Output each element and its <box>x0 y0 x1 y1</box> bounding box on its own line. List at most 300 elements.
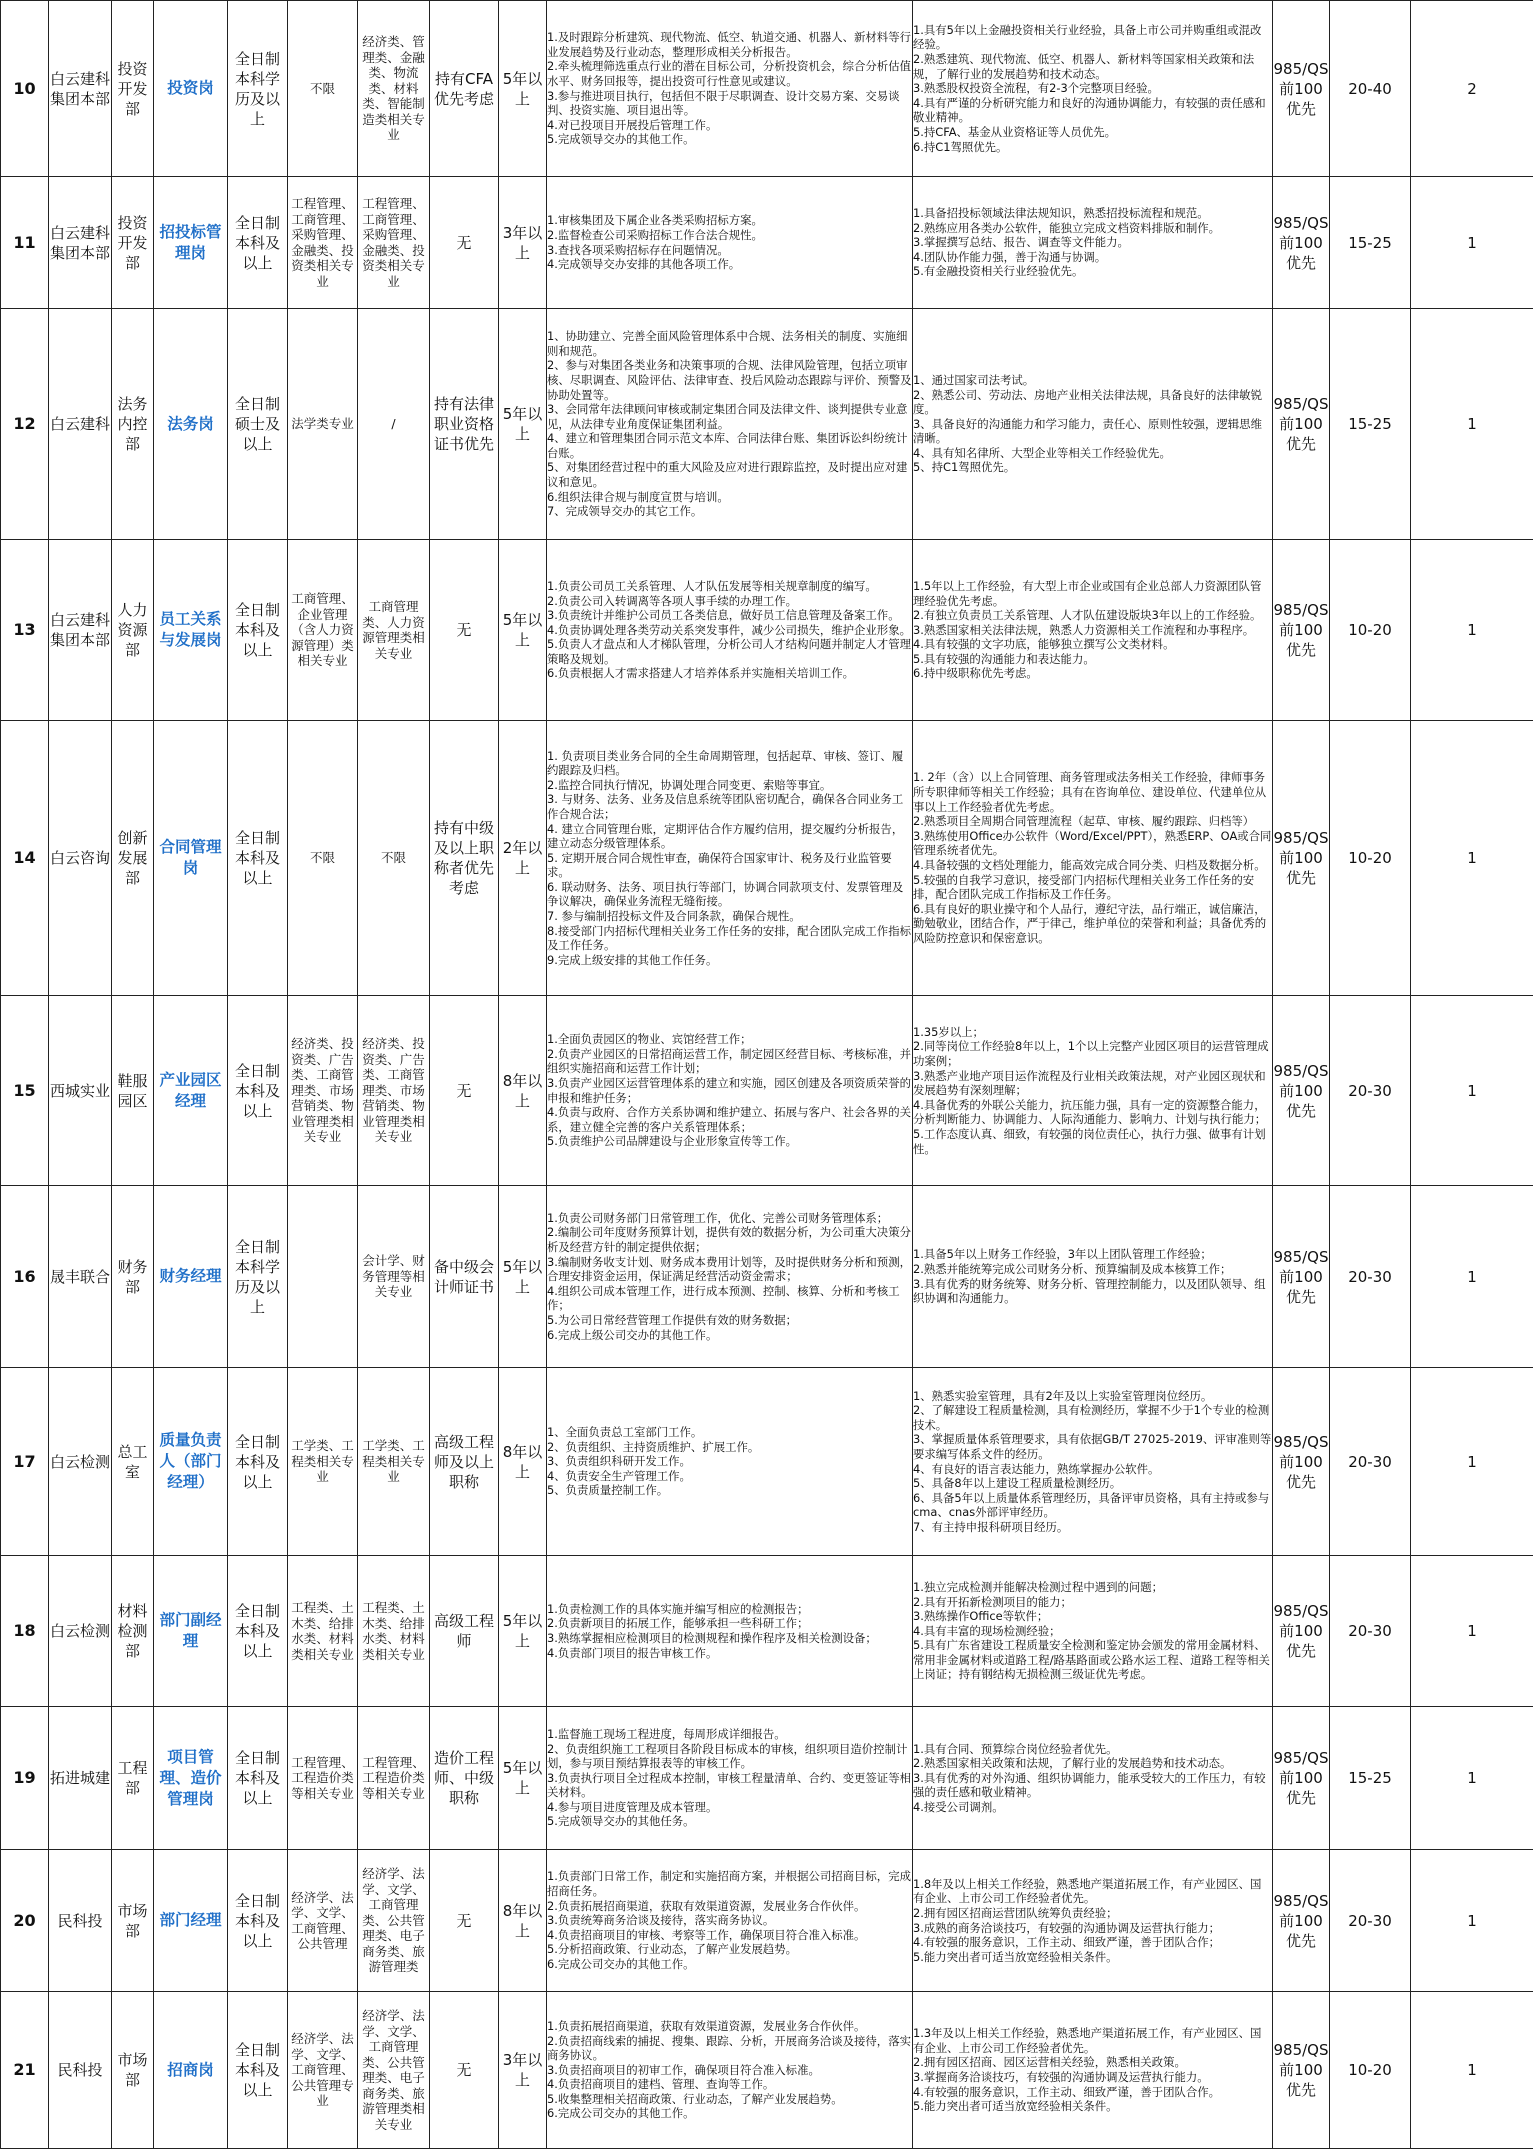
department-cell <box>112 309 154 540</box>
position-cell <box>154 1707 228 1850</box>
salary-text: 20-30 <box>1348 1453 1392 1471</box>
salary-text: 20-40 <box>1348 80 1392 98</box>
major-1-text: 工程类、土木类、给排水类、材料类相关专业 <box>291 1600 354 1662</box>
duties-line: 9.完成上级安排的其他工作任务。 <box>547 953 912 968</box>
requirements-line: 5.有金融投资相关行业经验优先。 <box>913 264 1272 279</box>
major-cell-2 <box>358 1992 430 2149</box>
company-cell <box>49 721 112 996</box>
school-text: 985/QS前100优先 <box>1273 829 1328 887</box>
duties-line: 2、负责组织、主持资质维护、扩展工作。 <box>547 1440 912 1455</box>
department-cell <box>112 177 154 309</box>
requirements-line: 3.熟练操作Office等软件； <box>913 1609 1272 1624</box>
certificate-text: 持有法律职业资格证书优先 <box>434 395 494 453</box>
duties-line: 4.负责招商项目的建档、管理、查询等工作。 <box>547 2077 912 2092</box>
duties-line: 2.牵头梳理筛选重点行业的潜在目标公司，分析投资机会，综合分析估值水平、财务回报等，提出投资可行性意见或建议。 <box>547 59 912 88</box>
position-text: 项目管理、造价管理岗 <box>159 1748 221 1808</box>
duties-line: 6.负责根据人才需求搭建人才培养体系并实施相关培训工作。 <box>547 666 912 681</box>
requirements-line: 3、具备良好的沟通能力和学习能力，责任心、原则性较强，逻辑思维清晰。 <box>913 417 1272 446</box>
requirements-cell <box>913 1992 1273 2149</box>
position-text: 招商岗 <box>167 2061 214 2079</box>
duties-line: 7. 参与编制招投标文件及合同条款，确保合规性。 <box>547 909 912 924</box>
table-row <box>1 309 1533 540</box>
duties-line: 5.完成领导交办的其他任务。 <box>547 1814 912 1829</box>
certificate-text: 无 <box>456 621 471 639</box>
certificate-text: 持有中级及以上职称者优先考虑 <box>434 819 494 897</box>
position-cell <box>154 177 228 309</box>
major-1-text: 工程管理、工程造价类等相关专业 <box>291 1755 354 1801</box>
major-2-text: 经济类、管理类、金融类、物流类、材料类、智能制造类相关专业 <box>362 34 425 142</box>
dept-text: 工程部 <box>117 1759 147 1797</box>
major-cell-1 <box>288 1556 358 1707</box>
requirements-cell <box>913 1186 1273 1368</box>
row-number <box>1 177 49 309</box>
education-text: 全日制本科及以上 <box>235 1433 280 1491</box>
duties-line: 5. 定期开展合同合规性审查，确保符合国家审计、税务及行业监管要求。 <box>547 851 912 880</box>
school-text: 985/QS前100优先 <box>1273 60 1328 118</box>
duties-cell <box>547 1850 913 1992</box>
certificate-text: 无 <box>456 2061 471 2079</box>
education-text: 全日制硕士及以上 <box>235 395 280 453</box>
no-text: 20 <box>13 1911 35 1930</box>
department-cell <box>112 721 154 996</box>
headcount-cell <box>1411 1556 1533 1707</box>
company-text: 白云咨询 <box>50 849 110 867</box>
education-text: 全日制本科及以上 <box>235 829 280 887</box>
requirements-line: 1.35岁以上； <box>913 1025 1272 1040</box>
major-2-text: 工程管理、工商管理、采购管理、金融类、投资类相关专业 <box>362 196 425 289</box>
position-text: 员工关系与发展岗 <box>159 610 221 649</box>
education-text: 全日制本科及以上 <box>235 601 280 659</box>
requirements-line: 4.接受公司调剂。 <box>913 1800 1272 1815</box>
major-cell-2 <box>358 309 430 540</box>
requirements-line: 5、具备8年以上建设工程质量检测经历。 <box>913 1476 1272 1491</box>
duties-line: 2.负责拓展招商渠道，获取有效渠道资源，发展业务合作伙伴。 <box>547 1899 912 1914</box>
company-text: 白云建科集团本部 <box>50 70 110 108</box>
company-text: 晟丰联合 <box>50 1268 110 1286</box>
dept-text: 财务部 <box>117 1258 147 1296</box>
count-text: 1 <box>1467 1622 1477 1640</box>
duties-line: 1.及时跟踪分析建筑、现代物流、低空、轨道交通、机器人、新材料等行业发展趋势及行业动态，整理形成相关分析报告。 <box>547 30 912 59</box>
duties-line: 6. 联动财务、法务、项目执行等部门，协调合同款项支付、发票管理及争议解决，确保业务流程无缝衔接。 <box>547 880 912 909</box>
salary-text: 10-20 <box>1348 849 1392 867</box>
count-text: 1 <box>1467 1268 1477 1286</box>
company-text: 民科投 <box>57 1912 102 1930</box>
no-text: 16 <box>13 1267 35 1286</box>
row-number <box>1 1556 49 1707</box>
school-cell <box>1273 1850 1330 1992</box>
certificate-text: 无 <box>456 234 471 252</box>
requirements-line: 7、有主持申报科研项目经历。 <box>913 1520 1272 1535</box>
position-cell <box>154 1850 228 1992</box>
duties-line: 3、会同常年法律顾问审核或制定集团合同及法律文件、谈判提供专业意见，从法律专业角度保证集团利益。 <box>547 402 912 431</box>
duties-line: 3.查找各项采购招标存在问题情况。 <box>547 243 912 258</box>
headcount-cell <box>1411 1850 1533 1992</box>
headcount-cell <box>1411 1368 1533 1556</box>
experience-cell <box>499 721 547 996</box>
major-cell-2 <box>358 1186 430 1368</box>
department-cell <box>112 1 154 177</box>
requirements-line: 1.8年及以上相关工作经验，熟悉地产渠道拓展工作，有产业园区、国有企业、上市公司工作经验者优先。 <box>913 1877 1272 1906</box>
requirements-line: 1.具有合同、预算综合岗位经验者优先。 <box>913 1742 1272 1757</box>
experience-cell <box>499 540 547 721</box>
salary-text: 15-25 <box>1348 1769 1392 1787</box>
major-1-text: 经济学、法学、文学、工商管理、公共管理 <box>291 1890 354 1952</box>
department-cell <box>112 1992 154 2149</box>
duties-line: 3.负责招商项目的初审工作，确保项目符合准入标准。 <box>547 2063 912 2078</box>
table-row <box>1 1186 1533 1368</box>
no-text: 17 <box>13 1452 35 1471</box>
salary-text: 20-30 <box>1348 1912 1392 1930</box>
requirements-line: 1.5年以上工作经验，有大型上市企业或国有企业总部人力资源团队管理经验优先考虑。 <box>913 579 1272 608</box>
duties-line: 4.负责部门项目的报告审核工作。 <box>547 1646 912 1661</box>
table-row <box>1 177 1533 309</box>
school-cell <box>1273 1992 1330 2149</box>
education-cell <box>228 1368 288 1556</box>
certificate-cell <box>430 721 499 996</box>
requirements-line: 1. 2年（含）以上合同管理、商务管理或法务相关工作经验，律师事务所专职律师等相关工作经验；具有在咨询单位、建设单位、代建单位从事以上工作经验者优先考虑。 <box>913 770 1272 814</box>
salary-text: 20-30 <box>1348 1268 1392 1286</box>
school-cell <box>1273 1707 1330 1850</box>
requirements-line: 3.熟悉股权投资全流程，有2-3个完整项目经验。 <box>913 81 1272 96</box>
position-text: 财务经理 <box>159 1267 221 1285</box>
requirements-line: 2、了解建设工程质量检测，具有检测经历，掌握不少于1个专业的检测技术。 <box>913 1403 1272 1432</box>
duties-line: 6.组织法律合规与制度宣贯与培训。 <box>547 490 912 505</box>
headcount-cell <box>1411 1992 1533 2149</box>
major-1-text: 经济学、法学、文学、工商管理、公共管理专业 <box>291 2031 354 2108</box>
duties-line: 2.负责新项目的拓展工作，能够承担一些科研工作； <box>547 1616 912 1631</box>
experience-cell <box>499 1368 547 1556</box>
requirements-line: 2.同等岗位工作经验8年以上，1个以上完整产业园区项目的运营管理成功案例； <box>913 1039 1272 1068</box>
experience-text: 5年以上 <box>503 611 543 649</box>
experience-text: 5年以上 <box>503 1759 543 1797</box>
count-text: 1 <box>1467 234 1477 252</box>
requirements-line: 4、有良好的语言表达能力，熟练掌握办公软件。 <box>913 1462 1272 1477</box>
row-number <box>1 1 49 177</box>
major-1-text: 工程管理、工商管理、采购管理、金融类、投资类相关专业 <box>291 196 354 289</box>
major-cell-1 <box>288 1 358 177</box>
row-number <box>1 1368 49 1556</box>
school-text: 985/QS前100优先 <box>1273 601 1328 659</box>
position-text: 招投标管理岗 <box>159 223 221 262</box>
table-row <box>1 1850 1533 1992</box>
duties-line: 6.完成上级公司交办的其他工作。 <box>547 1328 912 1343</box>
certificate-text: 无 <box>456 1912 471 1930</box>
duties-line: 5、负责质量控制工作。 <box>547 1483 912 1498</box>
table-row <box>1 1707 1533 1850</box>
duties-line: 3.负责统筹商务洽谈及接待，落实商务协议。 <box>547 1913 912 1928</box>
education-text: 全日制本科学历及以上 <box>235 1238 280 1316</box>
major-2-text: 工程类、土木类、给排水类、材料类相关专业 <box>362 1600 425 1662</box>
certificate-cell <box>430 1368 499 1556</box>
no-text: 14 <box>13 848 35 867</box>
school-text: 985/QS前100优先 <box>1273 1602 1328 1660</box>
dept-text: 创新发展部 <box>117 829 147 887</box>
education-cell <box>228 1707 288 1850</box>
headcount-cell <box>1411 996 1533 1186</box>
dept-text: 市场部 <box>117 1902 147 1940</box>
salary-cell <box>1330 177 1411 309</box>
position-cell <box>154 309 228 540</box>
major-2-text: 工商管理类、人力资源管理类相关专业 <box>362 599 425 661</box>
requirements-line: 2.熟悉建筑、现代物流、低空、机器人、新材料等国家相关政策和法规，了解行业的发展趋势和技术动态。 <box>913 52 1272 81</box>
major-2-text: 会计学、财务管理等相关专业 <box>362 1253 425 1299</box>
requirements-line: 5.具有广东省建设工程质量安全检测和鉴定协会颁发的常用金属材料、常用非金属材料或道路工程/路基路面或公路水运工程、道路工程等相关上岗证；持有钢结构无损检测三级证优先考虑。 <box>913 1638 1272 1682</box>
row-number <box>1 1186 49 1368</box>
duties-line: 5.分析招商政策、行业动态，了解产业发展趋势。 <box>547 1942 912 1957</box>
count-text: 1 <box>1467 1082 1477 1100</box>
department-cell <box>112 1368 154 1556</box>
requirements-line: 3.具有优秀的财务统筹、财务分析、管理控制能力，以及团队领导、组织协调和沟通能力。 <box>913 1277 1272 1306</box>
certificate-cell <box>430 309 499 540</box>
experience-text: 5年以上 <box>503 1612 543 1650</box>
requirements-line: 1.具备5年以上财务工作经验，3年以上团队管理工作经验； <box>913 1247 1272 1262</box>
certificate-cell <box>430 1556 499 1707</box>
experience-text: 8年以上 <box>503 1072 543 1110</box>
duties-line: 3、负责组织科研开发工作。 <box>547 1454 912 1469</box>
duties-line: 2.负责招商线索的捕捉、搜集、跟踪、分析，开展商务洽谈及接待，落实商务协议。 <box>547 2034 912 2063</box>
experience-text: 8年以上 <box>503 1902 543 1940</box>
school-text: 985/QS前100优先 <box>1273 1062 1328 1120</box>
requirements-line: 1.独立完成检测并能解决检测过程中遇到的问题； <box>913 1580 1272 1595</box>
school-cell <box>1273 721 1330 996</box>
requirements-line: 4.有较强的服务意识，工作主动、细致严谨，善于团队合作； <box>913 1935 1272 1950</box>
education-text: 全日制本科及以上 <box>235 1062 280 1120</box>
duties-line: 4.负责协调处理各类劳动关系突发事件，减少公司损失，维护企业形象。 <box>547 623 912 638</box>
headcount-cell <box>1411 1186 1533 1368</box>
requirements-line: 2.熟悉项目全周期合同管理流程（起草、审核、履约跟踪、归档等） <box>913 814 1272 829</box>
duties-line: 4.对已投项目开展投后管理工作。 <box>547 118 912 133</box>
certificate-cell <box>430 540 499 721</box>
experience-cell <box>499 1992 547 2149</box>
requirements-line: 1.具备招投标领域法律法规知识，熟悉招投标流程和规范。 <box>913 206 1272 221</box>
major-cell-1 <box>288 996 358 1186</box>
major-cell-2 <box>358 1 430 177</box>
duties-line: 5.为公司日常经营管理工作提供有效的财务数据； <box>547 1313 912 1328</box>
duties-line: 1.审核集团及下属企业各类采购招标方案。 <box>547 213 912 228</box>
count-text: 2 <box>1467 80 1477 98</box>
certificate-text: 高级工程师 <box>434 1612 494 1650</box>
requirements-line: 3.具有优秀的对外沟通、组织协调能力，能承受较大的工作压力，有较强的责任感和敬业精神。 <box>913 1771 1272 1800</box>
company-text: 白云建科集团本部 <box>50 224 110 262</box>
no-text: 19 <box>13 1768 35 1787</box>
company-cell <box>49 540 112 721</box>
duties-line: 7、完成领导交办的其它工作。 <box>547 504 912 519</box>
duties-line: 1、协助建立、完善全面风险管理体系中合规、法务相关的制度、实施细则和规范。 <box>547 329 912 358</box>
duties-line: 3.负责产业园区运营管理体系的建立和实施，园区创建及各项资质荣誉的申报和维护任务； <box>547 1076 912 1105</box>
requirements-cell <box>913 177 1273 309</box>
experience-text: 8年以上 <box>503 1443 543 1481</box>
company-text: 民科投 <box>57 2061 102 2079</box>
count-text: 1 <box>1467 1453 1477 1471</box>
requirements-cell <box>913 1850 1273 1992</box>
position-cell <box>154 1556 228 1707</box>
experience-cell <box>499 1186 547 1368</box>
row-number <box>1 721 49 996</box>
requirements-line: 1、熟悉实验室管理，具有2年及以上实验室管理岗位经历。 <box>913 1389 1272 1404</box>
row-number <box>1 996 49 1186</box>
dept-text: 投资开发部 <box>117 60 147 118</box>
salary-cell <box>1330 540 1411 721</box>
school-text: 985/QS前100优先 <box>1273 214 1328 272</box>
duties-line: 4. 建立合同管理台账，定期评估合作方履约信用，提交履约分析报告，建立动态分级管理体系。 <box>547 822 912 851</box>
requirements-line: 3.掌握商务洽谈技巧，有较强的沟通协调及运营执行能力。 <box>913 2070 1272 2085</box>
requirements-line: 1、通过国家司法考试。 <box>913 373 1272 388</box>
school-cell <box>1273 1368 1330 1556</box>
major-1-text: 法学类专业 <box>291 416 354 431</box>
position-cell <box>154 1368 228 1556</box>
major-cell-1 <box>288 1992 358 2149</box>
major-2-text: 经济学、法学、文学、工商管理类、公共管理类、电子商务类、旅游管理类相关专业 <box>362 2008 425 2132</box>
certificate-cell <box>430 1707 499 1850</box>
row-number <box>1 1992 49 2149</box>
requirements-line: 3.掌握撰写总结、报告、调查等文件能力。 <box>913 235 1272 250</box>
education-text: 全日制本科及以上 <box>235 214 280 272</box>
requirements-line: 2.有独立负责员工关系管理、人才队伍建设版块3年以上的工作经验。 <box>913 608 1272 623</box>
duties-line: 4.负责招商项目的审核、考察等工作，确保项目符合准入标准。 <box>547 1928 912 1943</box>
position-cell <box>154 1992 228 2149</box>
requirements-line: 2.熟悉并能统筹完成公司财务分析、预算编制及成本核算工作； <box>913 1262 1272 1277</box>
company-text: 拓进城建 <box>50 1769 110 1787</box>
school-cell <box>1273 540 1330 721</box>
duties-cell <box>547 1 913 177</box>
duties-line: 6.完成公司交办的其他工作。 <box>547 2106 912 2121</box>
major-cell-2 <box>358 540 430 721</box>
certificate-cell <box>430 1 499 177</box>
no-text: 10 <box>13 79 35 98</box>
experience-cell <box>499 309 547 540</box>
count-text: 1 <box>1467 2061 1477 2079</box>
experience-cell <box>499 1 547 177</box>
school-cell <box>1273 996 1330 1186</box>
major-2-text: 经济类、投资类、广告类、工商管理类、市场营销类、物业管理类相关专业 <box>362 1036 425 1144</box>
duties-line: 2.编制公司年度财务预算计划，提供有效的数据分析，为公司重大决策分析及经营方针的制定提供依据； <box>547 1225 912 1254</box>
major-1-text: 工商管理、企业管理（含人力资源管理）类相关专业 <box>291 591 354 668</box>
duties-line: 3.编制财务收支计划、财务成本费用计划等，及时提供财务分析和预测，合理安排资金运用，保证满足经营活动资金需求； <box>547 1255 912 1284</box>
salary-cell <box>1330 1186 1411 1368</box>
dept-text: 市场部 <box>117 2051 147 2089</box>
requirements-cell <box>913 1707 1273 1850</box>
requirements-line: 4.具有丰富的现场检测经验； <box>913 1624 1272 1639</box>
salary-cell <box>1330 1707 1411 1850</box>
salary-text: 20-30 <box>1348 1082 1392 1100</box>
school-text: 985/QS前100优先 <box>1273 1892 1328 1950</box>
major-cell-2 <box>358 996 430 1186</box>
certificate-text: 无 <box>456 1082 471 1100</box>
major-1-text: 不限 <box>310 81 335 96</box>
requirements-line: 5.工作态度认真、细致，有较强的岗位责任心，执行力强、做事有计划性。 <box>913 1127 1272 1156</box>
requirements-line: 4、具有知名律所、大型企业等相关工作经验优先。 <box>913 446 1272 461</box>
experience-cell <box>499 177 547 309</box>
duties-line: 3. 与财务、法务、业务及信息系统等团队密切配合，确保各合同业务工作合规合法； <box>547 792 912 821</box>
row-number <box>1 1850 49 1992</box>
duties-line: 5.负责人才盘点和人才梯队管理，分析公司人才结构问题并制定人才管理策略及规划。 <box>547 637 912 666</box>
duties-cell <box>547 309 913 540</box>
school-text: 985/QS前100优先 <box>1273 2041 1328 2099</box>
position-text: 部门经理 <box>159 1911 221 1929</box>
experience-cell <box>499 1556 547 1707</box>
duties-line: 4.参与项目进度管理及成本管理。 <box>547 1800 912 1815</box>
position-cell <box>154 996 228 1186</box>
requirements-line: 2.具有开拓新检测项目的能力； <box>913 1595 1272 1610</box>
no-text: 18 <box>13 1621 35 1640</box>
major-2-text: 不限 <box>381 850 406 865</box>
experience-text: 3年以上 <box>503 2051 543 2089</box>
requirements-line: 3.成熟的商务洽谈技巧，有较强的沟通协调及运营执行能力； <box>913 1921 1272 1936</box>
major-cell-1 <box>288 1707 358 1850</box>
duties-line: 2、负责组织施工工程项目各阶段目标成本的审核，组织项目造价控制计划，参与项目预结算报表等的审核工作。 <box>547 1742 912 1771</box>
count-text: 1 <box>1467 415 1477 433</box>
count-text: 1 <box>1467 1769 1477 1787</box>
experience-text: 5年以上 <box>503 1258 543 1296</box>
no-text: 21 <box>13 2060 35 2079</box>
duties-line: 2.监督检查公司采购招标工作合法合规性。 <box>547 228 912 243</box>
duties-line: 1.负责拓展招商渠道，获取有效渠道资源，发展业务合作伙伴。 <box>547 2019 912 2034</box>
requirements-line: 3.熟悉国家相关法律法规，熟悉人力资源相关工作流程和办事程序。 <box>913 623 1272 638</box>
duties-line: 5、对集团经营过程中的重大风险及应对进行跟踪监控，及时提出应对建议和意见。 <box>547 460 912 489</box>
duties-line: 5.收集整理相关招商政策、行业动态，了解产业发展趋势。 <box>547 2092 912 2107</box>
salary-text: 15-25 <box>1348 415 1392 433</box>
duties-line: 4.负责与政府、合作方关系协调和维护建立、拓展与客户、社会各界的关系，建立健全完善的客户关系管理体系； <box>547 1105 912 1134</box>
experience-cell <box>499 996 547 1186</box>
requirements-cell <box>913 996 1273 1186</box>
duties-cell <box>547 996 913 1186</box>
duties-line: 6.完成公司交办的其他工作。 <box>547 1957 912 1972</box>
position-text: 投资岗 <box>167 79 214 97</box>
duties-line: 1. 负责项目类业务合同的全生命周期管理，包括起草、审核、签订、履约跟踪及归档。 <box>547 749 912 778</box>
school-cell <box>1273 309 1330 540</box>
school-cell <box>1273 1 1330 177</box>
position-text: 法务岗 <box>167 415 214 433</box>
duties-cell <box>547 721 913 996</box>
duties-cell <box>547 1186 913 1368</box>
education-cell <box>228 996 288 1186</box>
row-number <box>1 540 49 721</box>
requirements-line: 3.熟练使用Office办公软件（Word/Excel/PPT），熟悉ERP、OA或合同管理系统者优先。 <box>913 829 1272 858</box>
duties-line: 1.监督施工现场工程进度，每周形成详细报告。 <box>547 1727 912 1742</box>
requirements-line: 4.具备较强的文档处理能力，能高效完成合同分类、归档及数据分析。 <box>913 858 1272 873</box>
salary-text: 20-30 <box>1348 1622 1392 1640</box>
requirements-line: 4.具备优秀的外联公关能力，抗压能力强，具有一定的资源整合能力，分析判断能力、协调能力、人际沟通能力、影响力、计划与执行能力； <box>913 1098 1272 1127</box>
experience-cell <box>499 1850 547 1992</box>
duties-line: 2.负责公司入转调离等各项人事手续的办理工作。 <box>547 594 912 609</box>
experience-text: 5年以上 <box>503 70 543 108</box>
duties-cell <box>547 540 913 721</box>
certificate-cell <box>430 1992 499 2149</box>
major-cell-2 <box>358 721 430 996</box>
dept-text: 总工室 <box>117 1443 147 1481</box>
requirements-line: 3、掌握质量体系管理要求，具有依据GB/T 27025-2019、评审准则等要求编写体系文件的经历。 <box>913 1432 1272 1461</box>
department-cell <box>112 1556 154 1707</box>
duties-cell <box>547 1707 913 1850</box>
requirements-cell <box>913 540 1273 721</box>
duties-line: 1.负责部门日常工作，制定和实施招商方案，并根据公司招商目标，完成招商任务。 <box>547 1869 912 1898</box>
duties-line: 5.完成领导交办的其他工作。 <box>547 132 912 147</box>
position-text: 质量负责人（部门经理） <box>159 1431 221 1491</box>
department-cell <box>112 1186 154 1368</box>
major-2-text: 工学类、工程类相关专业 <box>362 1438 425 1484</box>
duties-line: 4.完成领导交办安排的其他各项工作。 <box>547 257 912 272</box>
duties-line: 1.负责检测工作的具体实施并编写相应的检测报告； <box>547 1602 912 1617</box>
count-text: 1 <box>1467 621 1477 639</box>
headcount-cell <box>1411 177 1533 309</box>
requirements-cell <box>913 1368 1273 1556</box>
salary-cell <box>1330 1992 1411 2149</box>
requirements-line: 4.团队协作能力强，善于沟通与协调。 <box>913 250 1272 265</box>
company-text: 白云检测 <box>50 1622 110 1640</box>
requirements-line: 5.能力突出者可适当放宽经验相关条件。 <box>913 2099 1272 2114</box>
no-text: 15 <box>13 1081 35 1100</box>
school-text: 985/QS前100优先 <box>1273 1248 1328 1306</box>
